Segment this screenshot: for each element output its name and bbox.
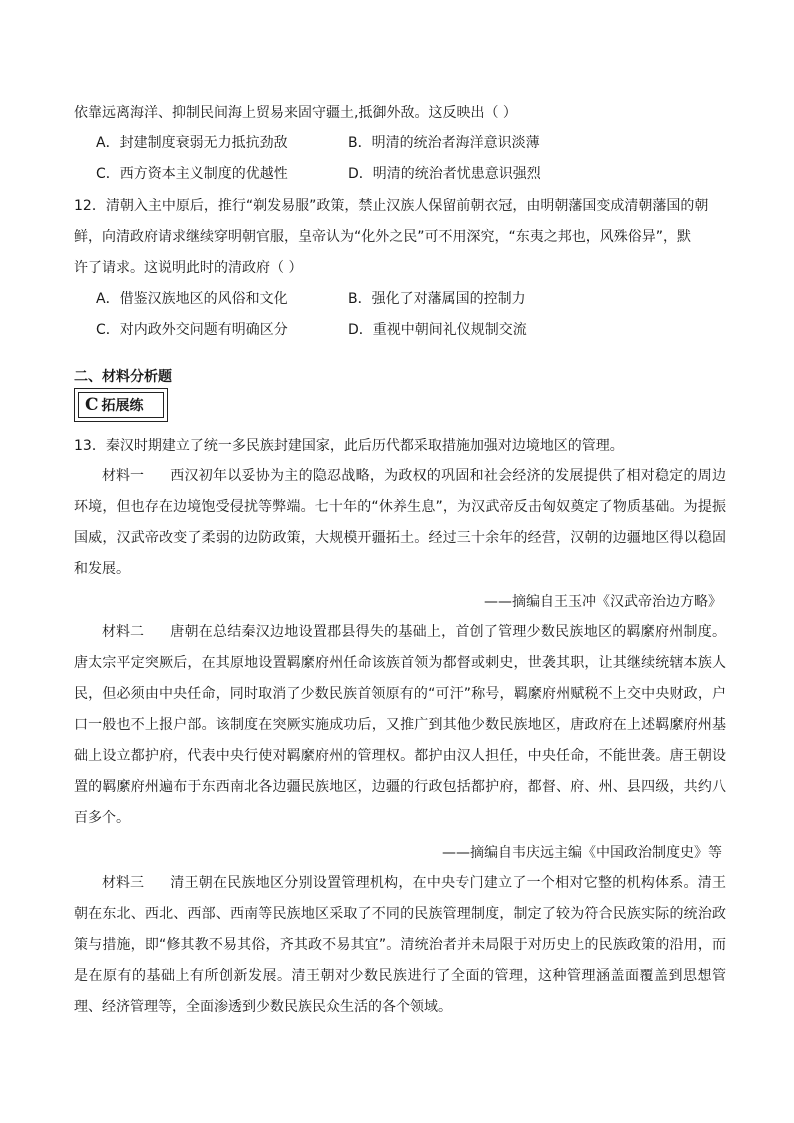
badge-label: 拓展练 <box>101 398 144 414</box>
material-2 <box>74 617 726 834</box>
material-3 <box>74 868 726 1023</box>
q12-option-c[interactable]: C．对内政外交问题有明确区分 <box>96 322 288 338</box>
q11-option-c[interactable]: C．西方资本主义制度的优越性 <box>96 166 288 182</box>
extension-practice-badge <box>74 388 168 422</box>
q11-option-d[interactable]: D．明清的统治者忧患意识强烈 <box>348 166 541 182</box>
q11-option-a[interactable]: A．封建制度衰弱无力抵抗劲敌 <box>96 135 288 151</box>
q12-option-a[interactable]: A．借鉴汉族地区的风俗和文化 <box>96 291 288 307</box>
c-bracket-icon: C <box>85 395 99 415</box>
q11-option-b[interactable]: B．明清的统治者海洋意识淡薄 <box>348 135 540 151</box>
q11-stem-tail: 依靠远离海洋、抑制民间海上贸易来固守疆土,抵御外敌。这反映出（ ） <box>74 105 517 121</box>
material-1-source: ——摘编自王玉冲《汉武帝治边方略》 <box>484 594 722 610</box>
material-1-label: 材料一 <box>102 468 144 484</box>
q12-stem-line2: 鲜，向清政府请求继续穿明朝官服，皇帝认为“化外之民”可不用深究，“东夷之邦也，风殊俗异”，默 <box>74 229 692 245</box>
q12-stem-line1: 12．清朝入主中原后，推行“剃发易服”政策，禁止汉族人保留前朝衣冠，由明朝藩国变成清朝藩国的朝 <box>74 198 709 214</box>
material-1 <box>74 461 726 585</box>
material-2-label: 材料二 <box>102 624 144 640</box>
material-1-text: 西汉初年以妥协为主的隐忍战略，为政权的巩固和社会经济的发展提供了相对稳定的周边环境，但也存在边境饱受侵扰等弊端。七十年的“休养生息”，为汉武帝反击匈奴奠定了物质基础。为提振国威，汉武帝改变了柔弱的边防政策，大规模开疆拓土。经过三十余年的经营，汉朝的边疆地区得以稳固和发展。 <box>74 468 726 577</box>
q12-option-b[interactable]: B．强化了对藩属国的控制力 <box>348 291 526 307</box>
material-3-text: 清王朝在民族地区分别设置管理机构，在中央专门建立了一个相对它整的机构体系。清王朝在东北、西北、西部、西南等民族地区采取了不同的民族管理制度，制定了较为符合民族实际的统治政策与措施，即“修其教不易其俗，齐其政不易其宜”。清统治者并未局限于对历史上的民族政策的沿用，而是在原有的基础上有所创新发展。清王朝对少数民族进行了全面的管理，这种管理涵盖面覆盖到思想管理、经济管理等，全面渗透到少数民族民众生活的各个领域。 <box>74 875 726 1015</box>
q13-stem: 13．秦汉时期建立了统一多民族封建国家，此后历代都采取措施加强对边境地区的管理。 <box>74 438 624 454</box>
q12-option-d[interactable]: D．重视中朝间礼仪规制交流 <box>348 322 527 338</box>
section-title: 二、材料分析题 <box>74 369 172 385</box>
material-3-label: 材料三 <box>102 875 144 891</box>
q12-stem-line3: 许了请求。这说明此时的清政府（ ） <box>74 260 303 276</box>
material-2-text: 唐朝在总结秦汉边地设置郡县得失的基础上，首创了管理少数民族地区的羁縻府州制度。唐太宗平定突厥后，在其原地设置羁縻府州任命该族首领为都督或刺史，世袭其职，让其继续统辖本族人民，但必须由中央任命，同时取消了少数民族首领原有的“可汗”称号，羁縻府州赋税不上交中央财政，户口一般也不上报户部。该制度在突厥实施成功后，又推广到其他少数民族地区，唐政府在上述羁縻府州基础上设立都护府，代表中央行使对羁縻府州的管理权。都护由汉人担任，中央任命，不能世袭。唐王朝设置的羁縻府州遍布于东西南北各边疆民族地区，边疆的行政包括都护府，都督、府、州、县四级，共约八百多个。 <box>74 624 726 826</box>
material-2-source: ——摘编自韦庆远主编《中国政治制度史》等 <box>442 845 722 861</box>
